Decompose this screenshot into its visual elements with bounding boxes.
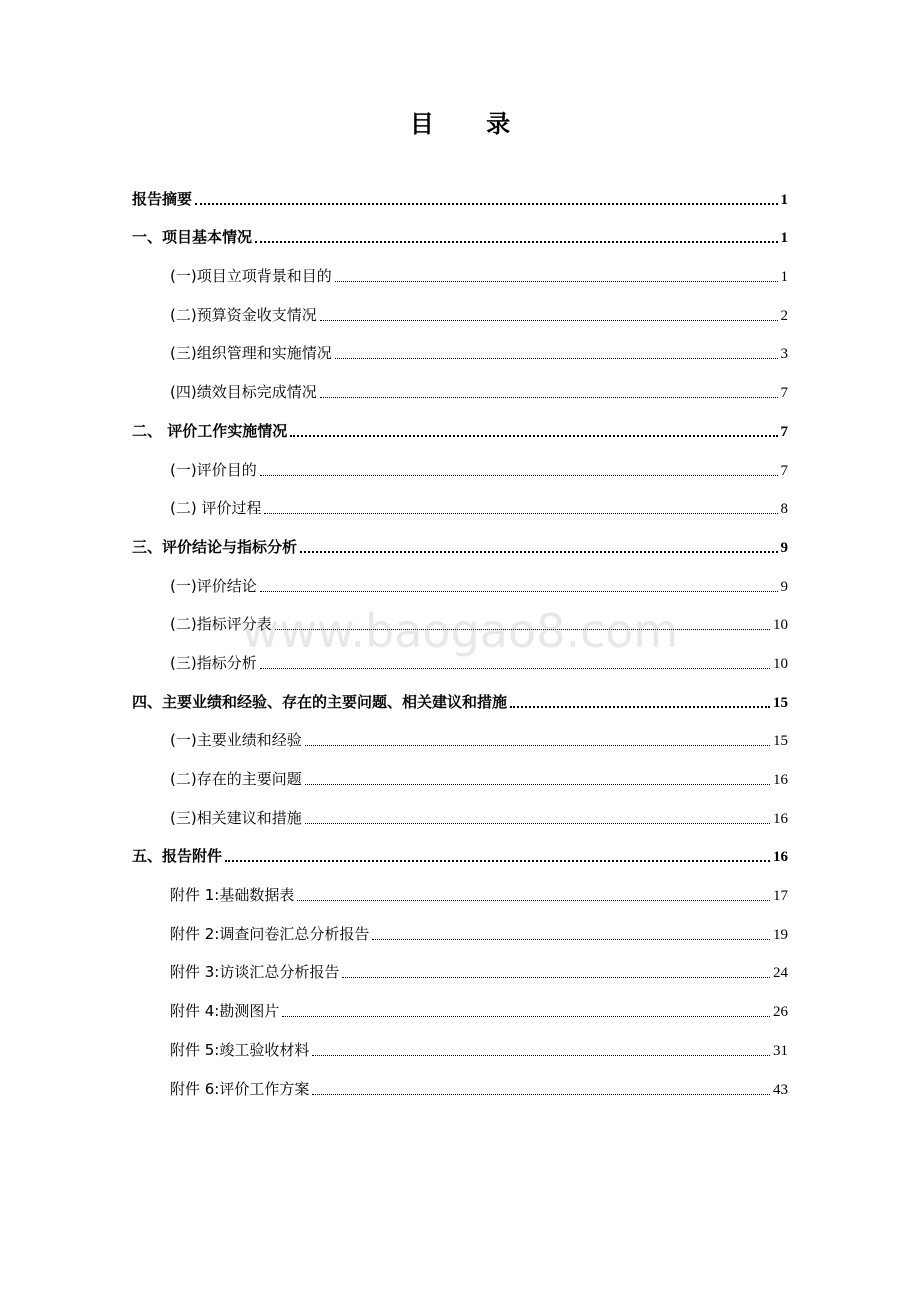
toc-entry-page-number: 16 [773,772,788,788]
toc-entry-label: 附件 3:访谈汇总分析报告 [170,963,340,982]
toc-dot-leader [312,1094,770,1095]
toc-entry-page-number: 7 [780,423,788,440]
toc-entry-page-number: 9 [780,578,788,595]
toc-entry-page-number: 15 [773,733,788,750]
toc-entry-section[interactable] [132,950,788,989]
toc-entry-page-number: 10 [773,655,788,672]
toc-entry-page-number: 9 [780,539,788,556]
toc-entry-page-number: 43 [773,1081,788,1098]
toc-entry-page-number: 19 [773,926,788,943]
toc-entry-chapter[interactable] [132,834,788,873]
toc-entry-label: (一)项目立项背景和目的 [170,267,332,286]
toc-entry-chapter[interactable] [132,524,788,563]
toc-entry-label: 附件 5:竣工验收材料 [170,1040,310,1059]
toc-entry-section[interactable] [132,1027,788,1066]
toc-entry-label: (二)预算资金收支情况 [170,305,317,324]
toc-entry-section[interactable] [132,292,788,331]
toc-dot-leader [305,823,770,824]
toc-entry-section[interactable] [132,369,788,408]
toc-entry-page-number: 24 [773,965,788,982]
toc-entry-label: 五、报告附件 [132,847,223,866]
toc-entry-label: 附件 4:勘测图片 [170,1002,280,1021]
toc-dot-leader [320,397,778,398]
toc-entry-page-number: 17 [773,888,788,905]
toc-dot-leader [195,203,777,205]
toc-entry-page-number: 31 [773,1042,788,1059]
page-title: 目 录 [409,110,533,138]
table-of-contents [132,176,788,1105]
toc-entry-section[interactable] [132,331,788,370]
toc-entry-section[interactable] [132,911,788,950]
toc-entry-label: 三、评价结论与指标分析 [132,537,298,556]
toc-entry-chapter[interactable] [132,215,788,254]
toc-entry-section[interactable] [132,718,788,757]
toc-entry-label: (三)相关建议和措施 [170,808,302,827]
toc-dot-leader [255,241,777,243]
toc-dot-leader [312,1055,770,1056]
toc-entry-page-number: 26 [773,1004,788,1021]
toc-entry-section[interactable] [132,563,788,602]
toc-entry-label: 附件 1:基础数据表 [170,886,295,905]
toc-entry-label: 一、项目基本情况 [132,228,253,247]
toc-entry-label: (三)指标分析 [170,653,257,672]
toc-entry-label: (一)评价目的 [170,460,257,479]
toc-dot-leader [510,706,770,708]
toc-dot-leader [260,668,770,669]
toc-dot-leader [305,784,770,785]
toc-entry-page-number: 7 [780,385,788,402]
toc-entry-page-number: 15 [773,694,788,711]
toc-dot-leader [275,629,770,630]
toc-dot-leader [335,281,778,282]
toc-entry-section[interactable] [132,756,788,795]
toc-dot-leader [335,358,778,359]
toc-entry-section[interactable] [132,1066,788,1105]
toc-entry-label: 四、主要业绩和经验、存在的主要问题、相关建议和措施 [132,692,508,711]
toc-entry-page-number: 8 [780,501,788,518]
toc-dot-leader [260,591,778,592]
toc-entry-section[interactable] [132,640,788,679]
toc-entry-page-number: 16 [773,849,788,866]
toc-entry-chapter[interactable] [132,679,788,718]
toc-entry-label: 附件 2:调查问卷汇总分析报告 [170,924,370,943]
toc-entry-label: (一)主要业绩和经验 [170,731,302,750]
toc-entry-label: (三)组织管理和实施情况 [170,344,332,363]
toc-dot-leader [282,1016,770,1017]
toc-entry-label: (二) 评价过程 [170,499,262,518]
toc-entry-section[interactable] [132,872,788,911]
toc-dot-leader [264,513,777,514]
toc-entry-page-number: 2 [780,307,788,324]
toc-entry-label: (一)评价结论 [170,576,257,595]
toc-dot-leader [342,977,770,978]
toc-dot-leader [297,900,770,901]
toc-dot-leader [372,939,770,940]
toc-entry-page-number: 3 [780,346,788,363]
watermark: www.baogao8.com [241,604,679,658]
toc-entry-section[interactable] [132,795,788,834]
toc-dot-leader [320,320,778,321]
toc-entry-chapter[interactable] [132,408,788,447]
toc-entry-label: (二)指标评分表 [170,615,272,634]
toc-entry-chapter[interactable] [132,176,788,215]
toc-entry-page-number: 1 [780,191,788,208]
toc-entry-section[interactable] [132,447,788,486]
toc-entry-section[interactable] [132,602,788,641]
toc-entry-label: 附件 6:评价工作方案 [170,1079,310,1098]
toc-entry-page-number: 16 [773,810,788,827]
toc-entry-section[interactable] [132,486,788,525]
toc-entry-section[interactable] [132,988,788,1027]
toc-dot-leader [300,551,777,553]
toc-dot-leader [225,860,770,862]
toc-entry-page-number: 1 [780,230,788,247]
toc-entry-label: 二、 评价工作实施情况 [132,421,288,440]
toc-dot-leader [305,745,770,746]
toc-entry-page-number: 7 [780,462,788,479]
toc-entry-section[interactable] [132,253,788,292]
toc-dot-leader [260,475,778,476]
toc-entry-page-number: 10 [773,617,788,634]
toc-entry-label: (四)绩效目标完成情况 [170,383,317,402]
toc-entry-page-number: 1 [780,269,788,286]
toc-entry-label: 报告摘要 [132,189,193,208]
toc-entry-label: (二)存在的主要问题 [170,770,302,788]
toc-dot-leader [290,435,777,437]
